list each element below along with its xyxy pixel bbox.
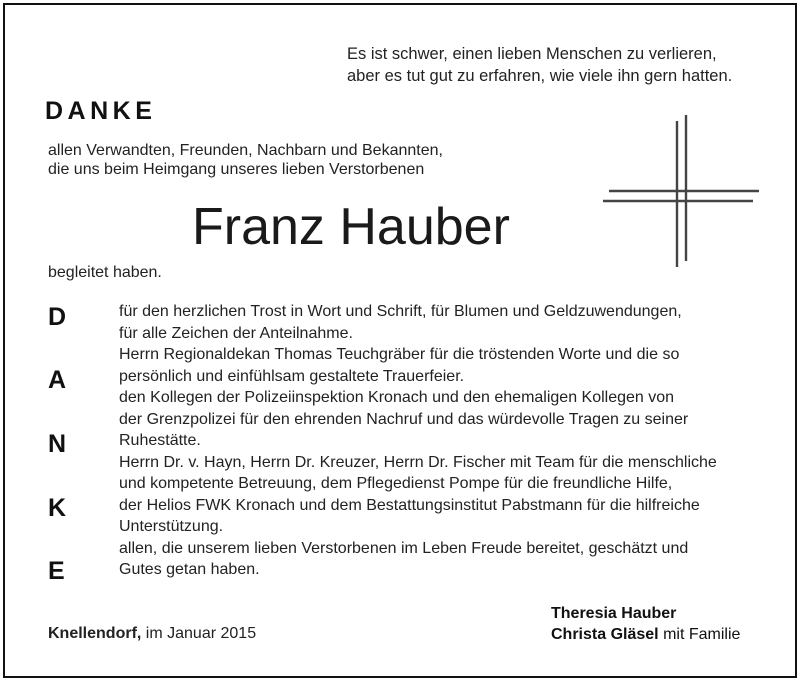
thanks-line: Ruhestätte. (119, 432, 201, 449)
quote-line: Es ist schwer, einen lieben Menschen zu verlieren, (347, 45, 717, 63)
signer-name: Theresia Hauber (551, 605, 677, 622)
after-name-text: begleitet haben. (48, 264, 162, 281)
thanks-item (119, 387, 769, 452)
thanks-line: der Helios FWK Kronach und dem Bestattungsinstitut Pabstmann für die hilfreiche (119, 496, 700, 514)
thanks-line: für den herzlichen Trost in Wort und Schrift, für Blumen und Geldzuwendungen, (119, 303, 682, 320)
cross-icon (603, 115, 763, 275)
thanks-item (119, 538, 769, 581)
place-town: Knellendorf, (48, 625, 142, 642)
quote-line: aber es tut gut zu erfahren, wie viele ihn gern hatten. (347, 67, 733, 85)
signers (551, 603, 740, 645)
danke-letter: D (48, 303, 67, 331)
thanks-line: und kompetente Betreuung, dem Pflegedienst Pompe für die freundliche Hilfe, (119, 475, 673, 492)
thanks-list (119, 301, 769, 581)
thanks-item (119, 452, 769, 538)
thanks-line: der Grenzpolizei für den ehrenden Nachruf und das würdevolle Tragen zu seiner (119, 410, 689, 428)
danke-headline: DANKE (45, 97, 157, 125)
thanks-line: für alle Zeichen der Anteilnahme. (119, 324, 353, 342)
intro-line: die uns beim Heimgang unseres lieben Verstorbenen (48, 161, 425, 178)
signer-name: Christa Gläsel (551, 626, 659, 643)
thanks-line: Unterstützung. (119, 518, 224, 535)
thanks-line: persönlich und einfühlsam gestaltete Trauerfeier. (119, 367, 465, 385)
place-date (48, 625, 256, 643)
thanks-line: Herrn Dr. v. Hayn, Herrn Dr. Kreuzer, Herrn Dr. Fischer mit Team für die menschliche (119, 453, 717, 471)
thanks-item (119, 301, 769, 344)
signer-suffix: mit Familie (663, 626, 741, 643)
danke-letter: K (48, 494, 67, 522)
intro-text (48, 141, 443, 179)
thanks-line: Herrn Regionaldekan Thomas Teuchgräber für die tröstenden Worte und die so (119, 346, 680, 363)
place-date-text: im Januar 2015 (145, 625, 257, 642)
thanks-line: den Kollegen der Polizeiinspektion Kronach und den ehemaligen Kollegen von (119, 389, 675, 406)
intro-line: allen Verwandten, Freunden, Nachbarn und Bekannten, (48, 142, 443, 159)
thanks-line: Gutes getan haben. (119, 561, 260, 578)
thanks-line: allen, die unserem lieben Verstorbenen im Leben Freude bereitet, geschätzt und (119, 539, 689, 557)
deceased-name: Franz Hauber (192, 198, 510, 256)
danke-letter: E (48, 557, 65, 585)
condolence-quote (347, 43, 732, 87)
thanks-item (119, 344, 769, 387)
danke-letter: N (48, 430, 67, 458)
obituary-notice (3, 3, 797, 678)
danke-letter: A (48, 366, 67, 394)
